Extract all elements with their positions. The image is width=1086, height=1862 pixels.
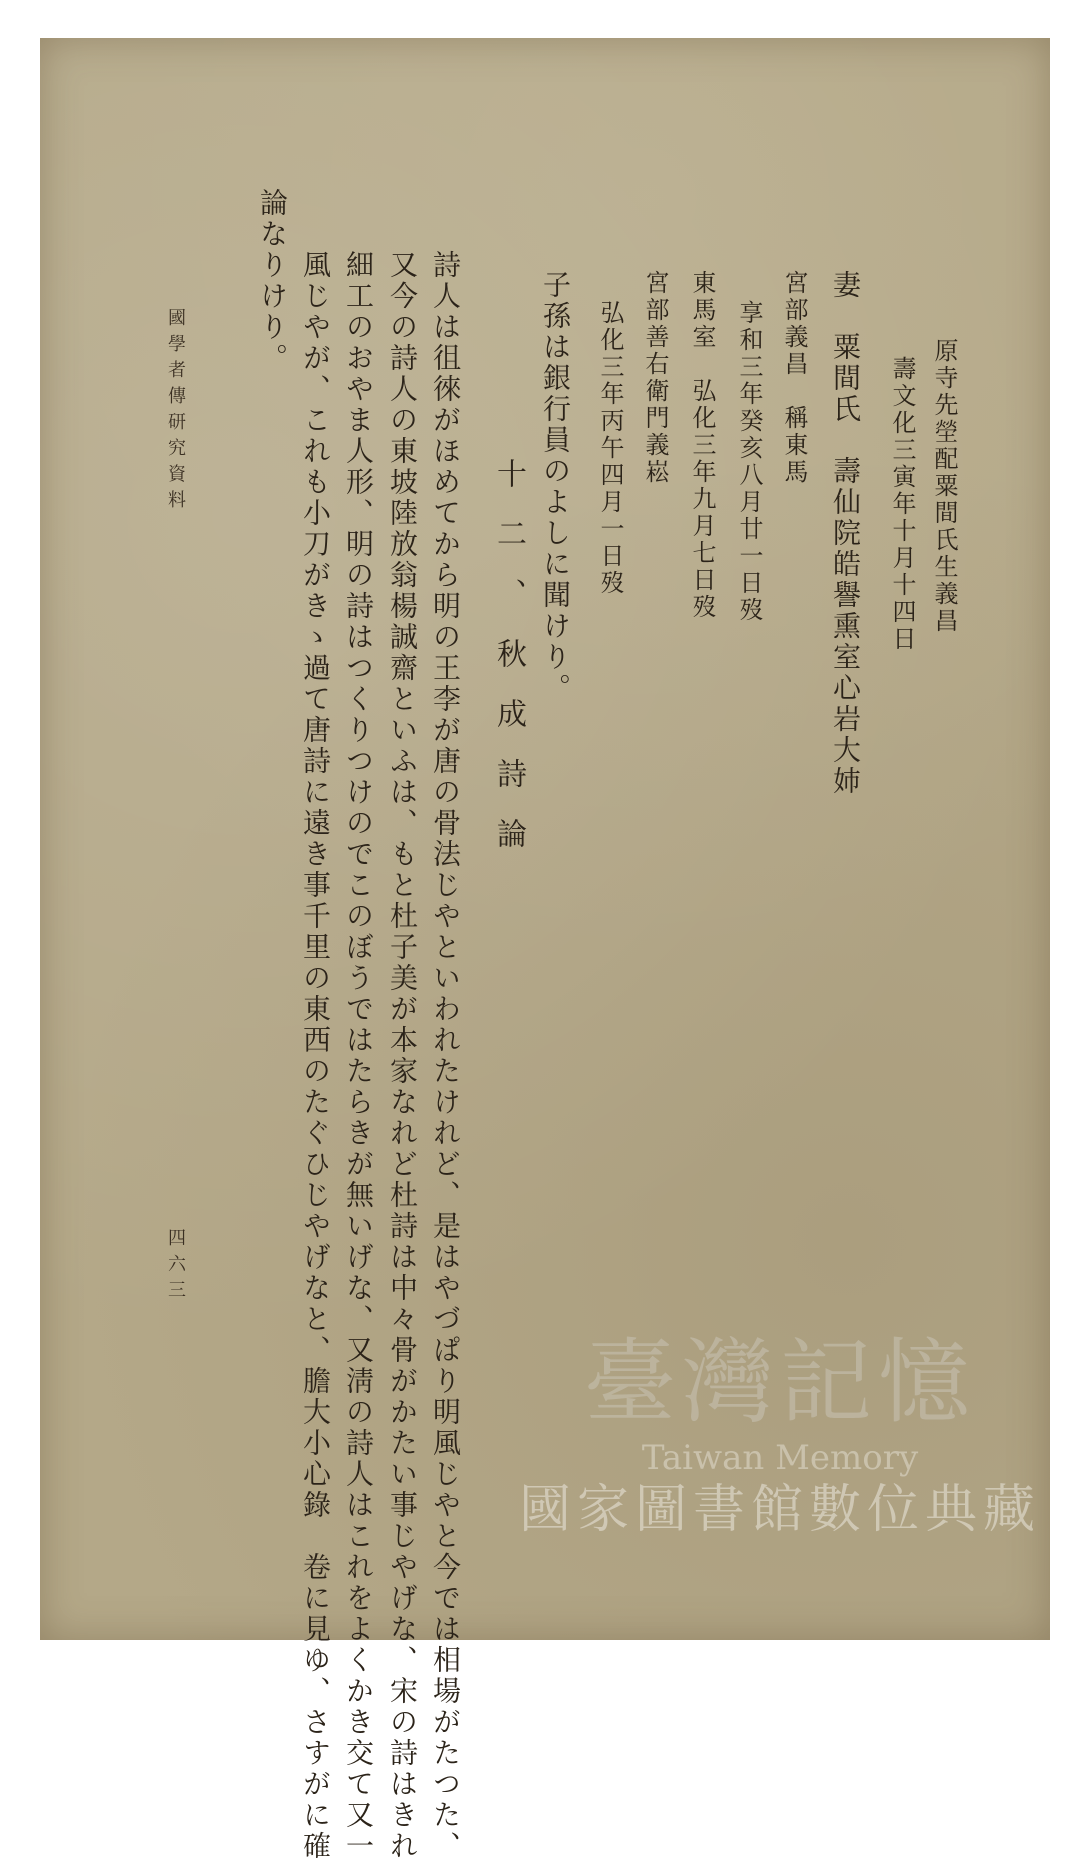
genealogy-line-1: 原寺先塋配粟間氏生義昌 (930, 338, 958, 635)
genealogy-line-3: 妻 粟間氏 壽仙院皓譽熏室心岩大姉 (829, 270, 862, 797)
genealogy-line-8: 弘化三年丙午四月一日歿 (596, 300, 624, 597)
essay-line-3: 細工のおやま人形、明の詩はつくりつけのでこのぼうではたらきが無いげな、又淸の詩人はこれをよくかき交て又一 (342, 250, 375, 1862)
genealogy-line-4: 宮部義昌 稱東馬 (780, 270, 808, 486)
genealogy-line-2: 壽文化三寅年十月十四日 (888, 356, 916, 653)
essay-line-2: 又今の詩人の東坡陸放翁楊誠齋といふは、もと杜子美が本家なれど杜詩は中々骨がかたい事じやげな、宋の詩はきれ (386, 250, 419, 1862)
watermark-english: Taiwan Memory (641, 1438, 919, 1478)
document-page (40, 38, 1050, 1862)
genealogy-line-6: 東馬室 弘化三年九月七日歿 (688, 270, 716, 621)
book-title: 國學者傳研究資料 (165, 308, 186, 516)
genealogy-line-5: 享和三年癸亥八月廿一日歿 (735, 300, 763, 624)
essay-line-1: 詩人は徂徠がほめてから明の王李が唐の骨法じやといわれたけれど、是はやづぱり明風じやと今では相場がたつた、 (429, 250, 462, 1862)
essay-line-4: 風じやが、これも小刀がきゝ過て唐詩に遠き事千里の東西のたぐひじやげなと、膽大小心錄 卷に見ゆ、さすがに確 (299, 250, 332, 1862)
watermark-chinese: 國家圖書館數位典藏 (518, 1480, 1041, 1540)
watermark-logo: 臺灣記憶 (583, 1329, 976, 1436)
section-heading: 十二、秋成詩論 (491, 458, 526, 878)
genealogy-line-7: 宮部善右衛門義崧 (641, 270, 669, 486)
page-number: 四六三 (165, 1228, 186, 1306)
watermark (510, 1328, 1050, 1558)
essay-line-5: 論なりけり。 (256, 188, 289, 374)
genealogy-line-9: 子孫は銀行員のよしに聞けり。 (539, 270, 572, 704)
